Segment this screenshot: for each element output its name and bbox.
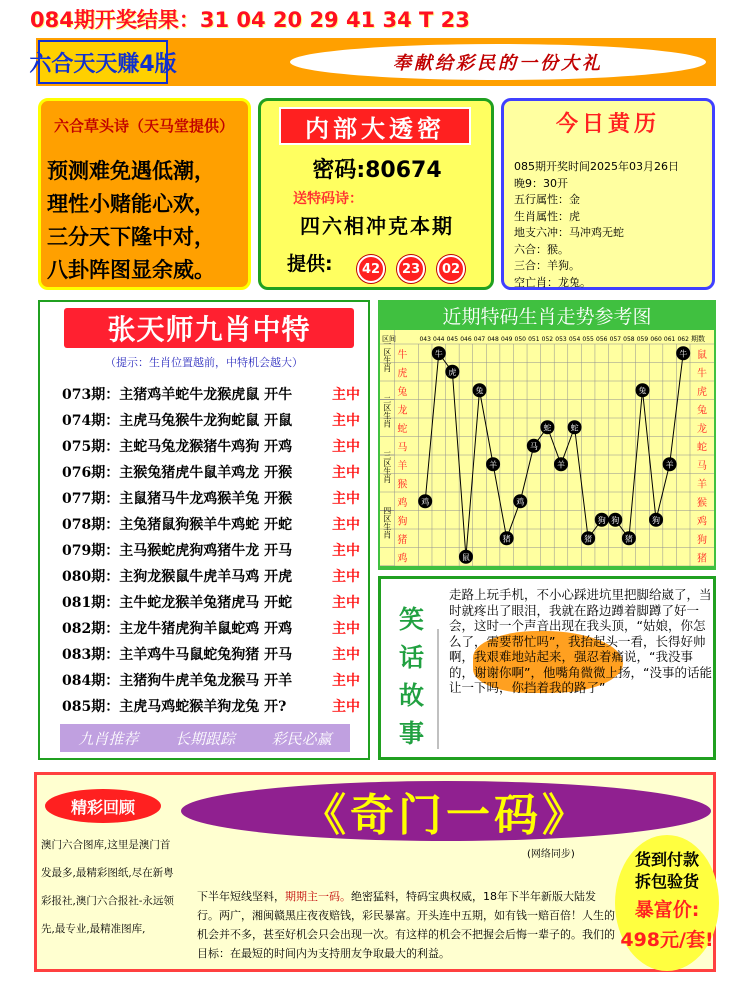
hit-label: 主中 (332, 647, 360, 663)
prediction-row (62, 514, 360, 534)
poem-line: 三分天下隆中对， (47, 225, 215, 249)
period-label: 058 (623, 336, 635, 343)
pay-line: 拆包验货 (634, 872, 699, 891)
trend-point-label: 兔 (638, 386, 647, 396)
trend-point-label: 狗 (652, 515, 661, 525)
trend-point-label: 鸡 (421, 497, 430, 507)
prediction-text: 080期：主狗龙猴鼠牛虎羊马鸡 开虎 (62, 569, 293, 585)
result-line: 084期开奖结果：31 04 20 29 41 34 T 23 (30, 8, 470, 32)
almanac-line: 六合：猴。 (514, 242, 569, 256)
review-badge: 精彩回顾 (45, 789, 161, 823)
period-label: 052 (541, 336, 554, 343)
number-ball: 02 (437, 255, 465, 283)
prediction-text: 085期：主虎马鸡蛇猴羊狗龙兔 开? (62, 699, 287, 715)
prediction-text: 082期：主龙牛猪虎狗羊鼠蛇鸡 开鸡 (62, 621, 293, 637)
prediction-row (62, 592, 360, 612)
almanac-line: 085期开奖时间2025年03月26日 (514, 160, 679, 173)
row-zodiac-right: 鼠 (697, 349, 707, 361)
hit-label: 主中 (332, 621, 360, 637)
row-zodiac-right: 虎 (697, 386, 707, 398)
row-zodiac-left: 猪 (397, 534, 408, 546)
prediction-row (62, 410, 360, 430)
row-zodiac-left: 牛 (397, 349, 408, 361)
zone-label: 四区生肖 (382, 506, 392, 539)
period-label: 061 (663, 336, 676, 343)
hit-label: 主中 (332, 699, 360, 715)
sync-note: (网络同步) (527, 849, 575, 860)
trend-point-label: 鼠 (461, 552, 470, 562)
period-label: 045 (446, 336, 459, 343)
number-ball: 23 (397, 255, 425, 283)
nine-zodiac-panel (38, 300, 370, 760)
prediction-text: 079期：主马猴蛇虎狗鸡猪牛龙 开马 (62, 543, 293, 559)
password-text: 密码:80674 (312, 158, 442, 183)
body-text: 绝密猛料，特码宝典权威，18年下半年新版大陆发行。两广，湘闽赣黑庄夜夜赔钱，彩民暴富。开头连中五期，如有钱一赔百倍！人生的机会并不多，甚至好机会只会出现一次。有这样的机会不把握会后悔一辈子的。我们的目标：在最短的时间内为支持朋友争取最大的利益。 (197, 890, 615, 960)
number-ball: 42 (357, 255, 385, 283)
row-zodiac-right: 鸡 (697, 516, 707, 528)
prediction-row (62, 436, 360, 456)
prediction-row (62, 488, 360, 508)
footer-tag: 长期跟踪 (174, 729, 235, 748)
period-label: 060 (650, 336, 662, 343)
almanac-line: 晚9：30开 (514, 176, 568, 190)
trend-point-label: 猪 (502, 534, 511, 544)
secret-title: 内部大透密 (279, 107, 471, 145)
prediction-row (62, 462, 360, 482)
poem-lines (47, 155, 247, 287)
trend-point-label: 蛇 (543, 423, 552, 433)
period-label: 050 (514, 336, 526, 343)
row-zodiac-left: 鸡 (397, 553, 408, 565)
trend-chart (380, 330, 714, 566)
row-zodiac-left: 猴 (397, 479, 408, 491)
prediction-row (62, 670, 360, 690)
row-zodiac-left: 狗 (397, 516, 408, 528)
prediction-text: 074期：主虎马兔猴牛龙狗蛇鼠 开鼠 (62, 413, 293, 429)
joke-story: 走路上玩手机，不小心踩进坑里把脚给崴了，当时就疼出了眼泪，我就在路边蹲着脚蹲了好一会，这时一个声音出现在我头顶，“姑娘，你怎么了，需要帮忙吗”，我抬起头一看，长得好帅啊，我艰难地站起来，强忍着痛说，“我没事的，谢谢你啊”，他嘴角微微上扬，“没事的话能让一下吗，你挡着我的路了” (449, 587, 712, 695)
period-label: 047 (473, 336, 486, 343)
zone-label: 三区生肖 (382, 450, 392, 483)
row-zodiac-right: 马 (697, 460, 707, 472)
row-zodiac-right: 牛 (697, 368, 707, 380)
row-zodiac-left: 龙 (397, 405, 408, 417)
trend-point-label: 狗 (597, 515, 606, 525)
brand-logo: 六合天天赚4版 (38, 40, 168, 84)
prediction-row (62, 618, 360, 638)
trend-point-label: 牛 (434, 349, 443, 359)
row-zodiac-left: 羊 (397, 460, 408, 472)
poem-panel (38, 98, 251, 290)
period-label: 054 (568, 336, 581, 343)
hit-label: 主中 (332, 439, 360, 455)
row-zodiac-right: 蛇 (697, 442, 707, 454)
prediction-row (62, 644, 360, 664)
divider (437, 629, 439, 749)
period-label: 043 (419, 336, 431, 343)
trend-point-label: 鸡 (516, 497, 525, 507)
prediction-text: 077期：主鼠猪马牛龙鸡猴羊兔 开猴 (62, 491, 293, 507)
hit-label: 主中 (332, 543, 360, 559)
row-zodiac-right: 龙 (697, 423, 707, 435)
hit-label: 主中 (332, 491, 360, 507)
period-label: 048 (487, 336, 499, 343)
trend-chart-panel (378, 300, 716, 570)
trend-point-label: 羊 (556, 460, 565, 470)
promo-banner: 《奇门一码》 (181, 781, 711, 841)
prediction-text: 076期：主猴兔猪虎牛鼠羊鸡龙 开猴 (62, 465, 293, 481)
secret-panel (258, 98, 494, 290)
period-label: 046 (460, 336, 472, 343)
verse-label: 送特码诗： (293, 191, 363, 207)
promo-body (197, 887, 617, 963)
chart-title: 近期特码生肖走势参考图 (442, 306, 652, 328)
body-highlight: 期期主一码。 (285, 890, 351, 903)
prediction-row (62, 540, 360, 560)
period-label: 044 (433, 336, 445, 343)
prediction-text: 081期：主牛蛇龙猴羊兔猪虎马 开蛇 (62, 595, 293, 611)
joke-panel (378, 576, 716, 760)
period-label: 053 (555, 336, 567, 343)
poem-line: 八卦阵图显余威。 (47, 258, 215, 282)
almanac-panel (501, 98, 715, 290)
hit-label: 主中 (332, 465, 360, 481)
result-bar (0, 0, 750, 38)
row-zodiac-left: 马 (397, 442, 408, 454)
row-zodiac-right: 猴 (697, 497, 707, 509)
trend-point-label: 牛 (679, 349, 688, 359)
nine-zodiac-footer (60, 724, 350, 752)
almanac-line: 地支六冲：马冲鸡无蛇 (514, 226, 624, 239)
row-zodiac-left: 鸡 (397, 497, 408, 509)
chart-header-right: 期数 (691, 335, 705, 343)
verse-text: 四六相冲克本期 (300, 214, 454, 238)
almanac-line: 五行属性：金 (514, 193, 580, 206)
prediction-row (62, 696, 360, 716)
provide-label: 提供: (287, 253, 333, 275)
trend-point-label: 狗 (611, 515, 620, 525)
period-label: 059 (636, 336, 649, 343)
prediction-row (62, 566, 360, 586)
trend-point-label: 猪 (624, 534, 633, 544)
period-label: 057 (609, 336, 622, 343)
joke-title: 笑话故事 (399, 605, 425, 748)
row-zodiac-left: 虎 (397, 368, 408, 380)
poem-line: 预测难免遇低潮， (47, 159, 215, 183)
slogan: 奉献给彩民的一份大礼 (290, 44, 706, 80)
price-label: 暴富价: (634, 899, 700, 921)
prediction-text: 084期：主猪狗牛虎羊兔龙猴马 开羊 (62, 673, 293, 689)
trend-point-label: 虎 (448, 367, 457, 377)
price-value: 498元/套! (620, 929, 714, 951)
price-bubble (615, 835, 719, 971)
prediction-text: 083期：主羊鸡牛马鼠蛇兔狗猪 开马 (62, 647, 293, 663)
zone-label: 一区生肖 (382, 339, 392, 372)
hit-label: 主中 (332, 517, 360, 533)
promo-panel (34, 772, 716, 972)
hit-label: 主中 (332, 387, 360, 403)
prediction-row (62, 384, 360, 404)
period-label: 049 (500, 336, 513, 343)
trend-point-label: 羊 (489, 460, 498, 470)
row-zodiac-right: 猪 (697, 553, 707, 565)
trend-point-label: 马 (529, 441, 538, 451)
prediction-text: 078期：主兔猪鼠狗猴羊牛鸡蛇 开蛇 (62, 517, 293, 533)
footer-tag: 九肖推荐 (78, 729, 139, 748)
period-label: 062 (677, 336, 689, 343)
row-zodiac-right: 羊 (697, 479, 707, 491)
almanac-line: 生肖属性：虎 (514, 209, 580, 223)
nine-zodiac-title: 张天师九肖中特 (64, 308, 354, 348)
footer-tag: 彩民必赢 (271, 729, 332, 748)
nine-zodiac-hint: （提示：生肖位置越前，中特机会越大） (105, 356, 303, 369)
row-zodiac-left: 兔 (397, 386, 408, 398)
hit-label: 主中 (332, 569, 360, 585)
almanac-line: 三合：羊狗。 (514, 259, 580, 272)
trend-point-label: 猪 (584, 534, 593, 544)
hit-label: 主中 (332, 413, 360, 429)
hit-label: 主中 (332, 595, 360, 611)
period-label: 056 (596, 336, 608, 343)
gallery-text: 澳门六合图库,这里是澳门首发最多,最精彩图纸,尽在新粤彩报社,澳门六合报社-永远领先,最专业,最精准图库, (41, 839, 174, 935)
poem-line: 理性小赌能心欢， (47, 192, 215, 216)
row-zodiac-right: 兔 (697, 405, 707, 417)
almanac-lines (514, 159, 679, 291)
pay-line: 货到付款 (634, 850, 699, 869)
period-label: 051 (528, 336, 540, 343)
prediction-text: 075期：主蛇马兔龙猴猪牛鸡狗 开鸡 (62, 439, 293, 455)
body-text: 下半年短线坚料， (197, 890, 285, 903)
trend-point-label: 蛇 (570, 423, 579, 433)
almanac-line: 空亡肖：龙兔。 (514, 275, 591, 289)
period-label: 055 (582, 336, 594, 343)
trend-point-label: 羊 (665, 460, 674, 470)
poem-title: 六合草头诗（天马堂提供） (53, 117, 234, 135)
zone-label: 二区生肖 (382, 395, 392, 428)
row-zodiac-right: 狗 (697, 534, 707, 546)
row-zodiac-left: 蛇 (397, 423, 408, 435)
prediction-text: 073期：主猪鸡羊蛇牛龙猴虎鼠 开牛 (62, 387, 293, 403)
chart-header-left: 区间 (382, 335, 396, 343)
hit-label: 主中 (332, 673, 360, 689)
trend-point-label: 兔 (475, 386, 484, 396)
almanac-title: 今日黄历 (555, 111, 660, 137)
